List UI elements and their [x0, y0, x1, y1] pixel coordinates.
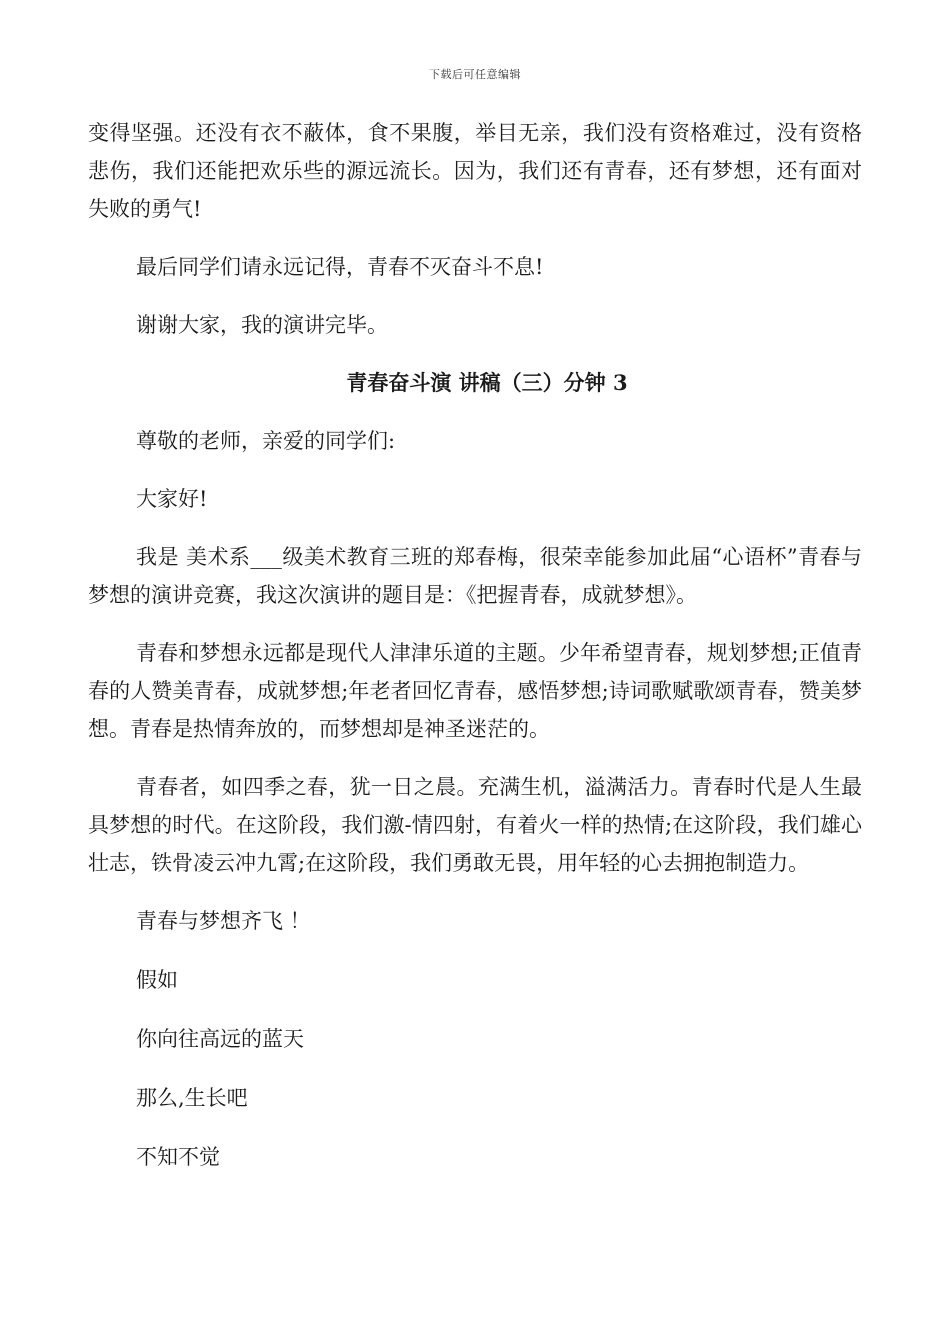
paragraph: 青春者，如四季之春，犹一日之晨。充满生机，溢满活力。青春时代是人生最具梦想的时代。在这阶段，我们激-情四射，有着火一样的热情;在这阶段，我们雄心壮志，铁骨凌云冲九霄;在这阶段，我们勇敢无畏，用年轻的心去拥抱制造力。	[88, 775, 862, 875]
paragraph: 青春和梦想永远都是现代人津津乐道的主题。少年希望青春，规划梦想;正值青春的人赞美青春，成就梦想;年老者回忆青春，感悟梦想;诗词歌赋歌颂青春，赞美梦想。青春是热情奔放的，而梦想却是神圣迷茫的。	[88, 641, 862, 741]
poem-line: 青春与梦想齐飞 ！	[136, 909, 311, 933]
document-body	[88, 114, 862, 1197]
paragraph: 谢谢大家，我的演讲完毕。	[136, 313, 388, 337]
section-title: 青春奋斗演 讲稿（三）分钟 3	[346, 370, 628, 395]
page-header-note: 下载后可任意编辑	[429, 68, 521, 81]
poem-line: 你向往高远的蓝天	[136, 1027, 304, 1051]
paragraph: 我是 美术系___级美术教育三班的郑春梅，很荣幸能参加此届“心语杯”青春与梦想的演讲竞赛，我这次演讲的题目是：《把握青春，成就梦想》。	[88, 545, 862, 607]
paragraph: 尊敬的老师，亲爱的同学们:	[136, 429, 396, 453]
poem-line: 那么,生长吧	[136, 1086, 248, 1110]
paragraph: 最后同学们请永远记得，青春不灭奋斗不息!	[136, 255, 544, 279]
paragraph: 大家好!	[136, 487, 208, 511]
poem-line: 假如	[136, 968, 178, 992]
poem-line: 不知不觉	[136, 1145, 220, 1169]
paragraph: 变得坚强。还没有衣不蔽体，食不果腹，举目无亲，我们没有资格难过，没有资格悲伤，我们还能把欢乐些的源远流长。因为，我们还有青春，还有梦想，还有面对失败的勇气!	[88, 121, 862, 221]
